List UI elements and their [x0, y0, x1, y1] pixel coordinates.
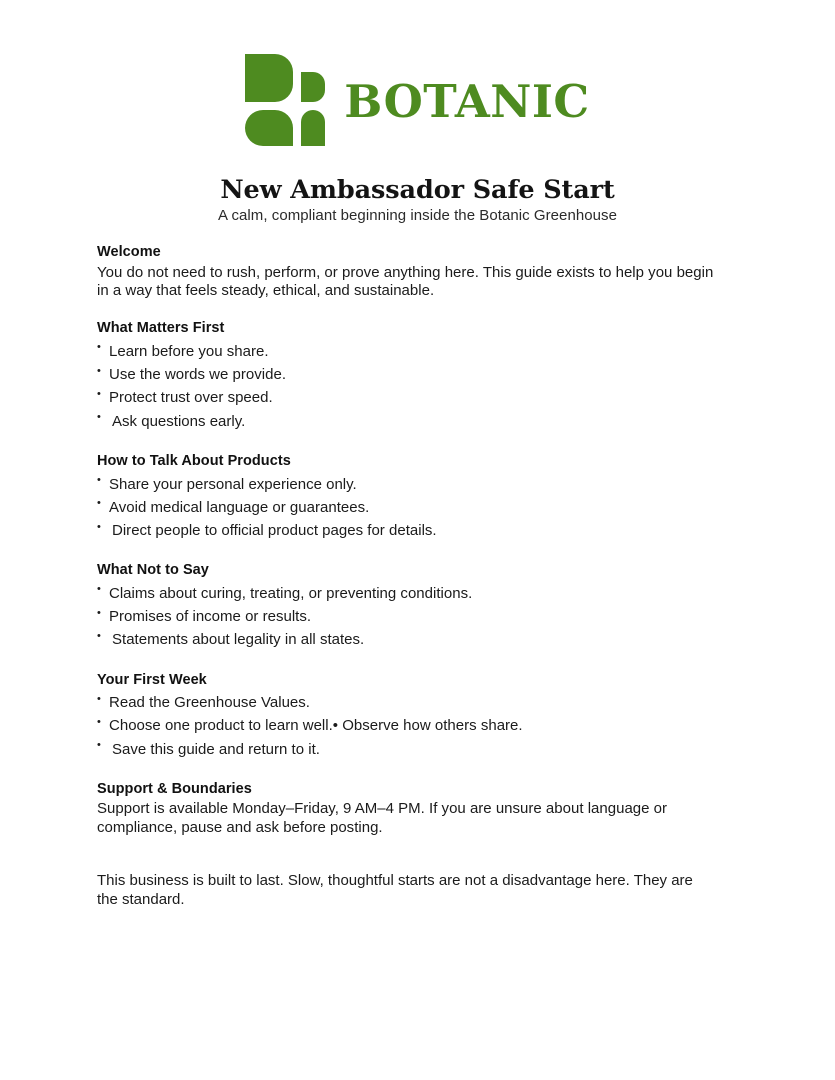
botanic-four-tile-logo-icon — [245, 54, 325, 146]
brand-wordmark: BOTANIC — [344, 74, 590, 128]
list-item: • Save this guide and return to it. — [97, 738, 717, 761]
list-item: • Learn before you share. — [97, 340, 717, 363]
list-item: • Statements about legality in all states. — [97, 628, 717, 651]
section-how-to-talk-about-products — [97, 452, 717, 542]
list-item: • Claims about curing, treating, or preventing conditions. — [97, 582, 717, 605]
bullet-list — [97, 691, 717, 761]
bullet-list — [97, 473, 717, 543]
section-heading: What Matters First — [97, 320, 225, 337]
list-item: • Share your personal experience only. — [97, 473, 717, 496]
page-subtitle: A calm, compliant beginning inside the Botanic Greenhouse — [218, 207, 617, 224]
section-heading: What Not to Say — [97, 562, 209, 579]
section-heading: Welcome — [97, 244, 161, 260]
list-item: • Direct people to official product pages for details. — [97, 519, 717, 542]
section-paragraph: Support is available Monday–Friday, 9 AM–4 PM. If you are unsure about language or compliance, pause and ask before posting. — [97, 800, 668, 836]
bullet-list — [97, 582, 717, 652]
brand-lockup — [0, 52, 835, 148]
bullet-list — [97, 340, 717, 433]
section-heading: Your First Week — [97, 671, 207, 688]
section-what-not-to-say — [97, 561, 717, 651]
list-item: • Ask questions early. — [97, 410, 717, 433]
list-item: • Protect trust over speed. — [97, 386, 717, 409]
section-support-and-boundaries — [97, 780, 717, 837]
section-welcome — [97, 243, 717, 300]
list-item: • Choose one product to learn well.• Observe how others share. — [97, 714, 717, 737]
section-your-first-week — [97, 671, 717, 761]
section-heading: How to Talk About Products — [97, 452, 291, 469]
page-title: New Ambassador Safe Start — [220, 175, 615, 205]
section-what-matters-first — [97, 319, 717, 433]
document-body — [97, 243, 717, 909]
section-heading: Support & Boundaries — [97, 780, 252, 797]
list-item: • Use the words we provide. — [97, 363, 717, 386]
list-item: • Promises of income or results. — [97, 605, 717, 628]
closing-paragraph: This business is built to last. Slow, thoughtful starts are not a disadvantage here. They are the standard. — [97, 872, 693, 908]
list-item: • Avoid medical language or guarantees. — [97, 496, 717, 519]
section-paragraph: You do not need to rush, perform, or prove anything here. This guide exists to help you begin in a way that feels steady, ethical, and sustainable. — [97, 263, 714, 299]
closing-spacer — [97, 856, 717, 872]
list-item: • Read the Greenhouse Values. — [97, 691, 717, 714]
